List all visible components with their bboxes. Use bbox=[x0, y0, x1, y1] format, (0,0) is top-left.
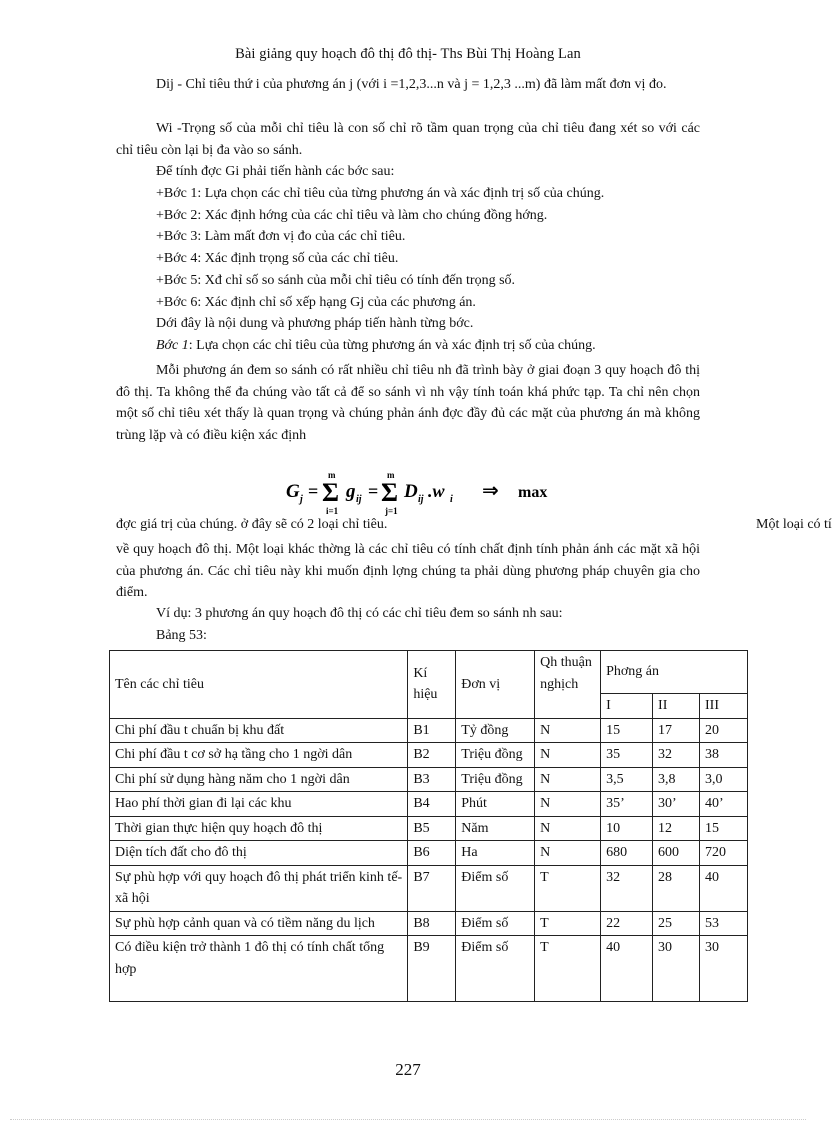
formula-eq1: = bbox=[308, 481, 319, 501]
cell-symbol: B5 bbox=[408, 816, 456, 841]
cell-plan-2: 17 bbox=[653, 718, 700, 743]
cell-symbol: B1 bbox=[408, 718, 456, 743]
table-row bbox=[110, 792, 748, 817]
header-name: Tên các chỉ tiêu bbox=[110, 651, 408, 719]
cell-direction: N bbox=[535, 718, 601, 743]
header-plan-1: I bbox=[601, 694, 653, 719]
cell-plan-2: 25 bbox=[653, 911, 700, 936]
cell-plan-1: 22 bbox=[601, 911, 653, 936]
table-row bbox=[110, 743, 748, 768]
cell-plan-2: 28 bbox=[653, 865, 700, 911]
cell-unit: Triệu đồng bbox=[456, 743, 535, 768]
paragraph-method: Dới đây là nội dung và phương pháp tiến hành từng bớc. bbox=[156, 316, 474, 331]
cell-direction: N bbox=[535, 792, 601, 817]
cell-plan-2: 12 bbox=[653, 816, 700, 841]
step-1: +Bớc 1: Lựa chọn các chỉ tiêu của từng phương án và xác định trị số của chúng. bbox=[156, 186, 605, 201]
table-caption: Bảng 53: bbox=[156, 628, 207, 643]
formula-max: max bbox=[518, 484, 548, 501]
cell-plan-1: 3,5 bbox=[601, 767, 653, 792]
formula-sum1: Σ bbox=[322, 478, 339, 507]
cell-name: Chi phí đầu t cơ sở hạ tầng cho 1 ngời dân bbox=[110, 743, 408, 768]
paragraph-types-clipped: Một loại có tí bbox=[756, 517, 832, 532]
cell-plan-1: 15 bbox=[601, 718, 653, 743]
cell-direction: T bbox=[535, 911, 601, 936]
formula-eq2: = bbox=[368, 481, 379, 501]
step1-label: Bớc 1 bbox=[156, 338, 189, 353]
formula-arrow: ⇒ bbox=[482, 478, 499, 502]
formula-g2-sub: ij bbox=[356, 494, 362, 505]
page-bottom-rule bbox=[10, 1119, 806, 1120]
cell-plan-2: 32 bbox=[653, 743, 700, 768]
cell-name: Diện tích đất cho đô thị bbox=[110, 841, 408, 866]
formula-d-sub: ij bbox=[418, 494, 424, 505]
table-row bbox=[110, 767, 748, 792]
cell-plan-1: 10 bbox=[601, 816, 653, 841]
paragraph-step1-heading bbox=[156, 338, 596, 354]
cell-name: Chi phí đầu t chuẩn bị khu đất bbox=[110, 718, 408, 743]
table-row bbox=[110, 841, 748, 866]
cell-name: Thời gian thực hiện quy hoạch đô thị bbox=[110, 816, 408, 841]
cell-symbol: B4 bbox=[408, 792, 456, 817]
step-5: +Bớc 5: Xđ chỉ số so sánh của mỗi chỉ tiêu có tính đến trọng số. bbox=[156, 273, 516, 288]
page-header: Bài giảng quy hoạch đô thị đô thị- Ths Bùi Thị Hoàng Lan bbox=[235, 46, 581, 62]
cell-symbol: B9 bbox=[408, 936, 456, 1002]
paragraph-criteria: Mỗi phương án đem so sánh có rất nhiều chỉ tiêu nh đã trình bày ở giai đoạn 3 quy hoạch đô thị đô thị. Ta không thể đa chúng vào tất cả để so sánh vì nh vậy tính toán khá phức tạp. Ta chỉ nên chọn một số chỉ tiêu xét thấy là quan trọng và chúng phản ánh đợc đầy đủ các mặt của phương án mà không trùng lặp và có điều kiện xác định bbox=[116, 363, 700, 443]
cell-plan-3: 30 bbox=[700, 936, 748, 1002]
formula-sum1-bottom: i=1 bbox=[326, 506, 339, 516]
formula-svg bbox=[286, 470, 566, 514]
cell-symbol: B2 bbox=[408, 743, 456, 768]
table-row bbox=[110, 936, 748, 1002]
cell-name: Có điều kiện trở thành 1 đô thị có tính chất tổng hợp bbox=[110, 936, 408, 1002]
paragraph-types-first: đợc giá trị của chúng. ở đây sẽ có 2 loại chỉ tiêu. bbox=[116, 517, 388, 532]
table-header-row bbox=[110, 651, 748, 694]
formula-w: .w bbox=[428, 481, 445, 501]
cell-plan-2: 30 bbox=[653, 936, 700, 1002]
header-plan-2: II bbox=[653, 694, 700, 719]
cell-direction: N bbox=[535, 743, 601, 768]
cell-unit: Điểm số bbox=[456, 936, 535, 1002]
cell-plan-2: 3,8 bbox=[653, 767, 700, 792]
formula-d: D bbox=[404, 481, 418, 502]
formula-g-sub: j bbox=[300, 494, 303, 505]
cell-unit: Phút bbox=[456, 792, 535, 817]
criteria-table bbox=[109, 650, 748, 1002]
formula-sum2-top: m bbox=[387, 470, 395, 480]
step-6: +Bớc 6: Xác định chỉ số xếp hạng Gj của các phương án. bbox=[156, 295, 476, 310]
table-row bbox=[110, 865, 748, 911]
cell-plan-1: 32 bbox=[601, 865, 653, 911]
cell-plan-3: 15 bbox=[700, 816, 748, 841]
cell-unit: Tỷ đồng bbox=[456, 718, 535, 743]
cell-direction: T bbox=[535, 865, 601, 911]
cell-plan-2: 30’ bbox=[653, 792, 700, 817]
formula-sum2-bottom: j=1 bbox=[385, 506, 398, 516]
paragraph-types-rest: về quy hoạch đô thị. Một loại khác thờng là các chỉ tiêu có tính chất định tính phản ánh các mặt xã hội của phương án. Các chỉ tiêu này khi muốn định lợng chúng ta phải dùng phương pháp chuyên gia cho điểm. bbox=[116, 542, 700, 600]
cell-unit: Năm bbox=[456, 816, 535, 841]
formula-g: G bbox=[286, 481, 300, 502]
cell-plan-3: 720 bbox=[700, 841, 748, 866]
cell-direction: N bbox=[535, 841, 601, 866]
table-row bbox=[110, 816, 748, 841]
cell-name: Hao phí thời gian đi lại các khu bbox=[110, 792, 408, 817]
header-plan-3: III bbox=[700, 694, 748, 719]
paragraph-dij: Dij - Chỉ tiêu thứ i của phương án j (với i =1,2,3...n và j = 1,2,3 ...m) đã làm mất đơn vị đo. bbox=[156, 77, 667, 92]
cell-symbol: B6 bbox=[408, 841, 456, 866]
cell-name: Sự phù hợp với quy hoạch đô thị phát triển kinh tế-xã hội bbox=[110, 865, 408, 911]
cell-plan-1: 35 bbox=[601, 743, 653, 768]
paragraph-steps-intro: Để tính đợc Gi phải tiến hành các bớc sau: bbox=[156, 164, 395, 179]
cell-direction: N bbox=[535, 816, 601, 841]
cell-direction: N bbox=[535, 767, 601, 792]
cell-unit: Ha bbox=[456, 841, 535, 866]
cell-unit: Triệu đồng bbox=[456, 767, 535, 792]
cell-plan-1: 35’ bbox=[601, 792, 653, 817]
cell-plan-3: 3,0 bbox=[700, 767, 748, 792]
cell-plan-1: 40 bbox=[601, 936, 653, 1002]
cell-symbol: B7 bbox=[408, 865, 456, 911]
header-direction: Qh thuận nghịch bbox=[535, 651, 601, 719]
step-3: +Bớc 3: Làm mất đơn vị đo của các chỉ tiêu. bbox=[156, 229, 406, 244]
formula-sum1-top: m bbox=[328, 470, 336, 480]
header-symbol: Kí hiệu bbox=[408, 651, 456, 719]
step-4: +Bớc 4: Xác định trọng số của các chỉ tiêu. bbox=[156, 251, 399, 266]
cell-plan-1: 680 bbox=[601, 841, 653, 866]
cell-plan-3: 40’ bbox=[700, 792, 748, 817]
cell-plan-3: 53 bbox=[700, 911, 748, 936]
page-number: 227 bbox=[395, 1060, 421, 1079]
paragraph-example: Ví dụ: 3 phương án quy hoạch đô thị có các chỉ tiêu đem so sánh nh sau: bbox=[156, 606, 563, 621]
cell-name: Sự phù hợp cảnh quan và có tiềm năng du lịch bbox=[110, 911, 408, 936]
ranking-formula bbox=[286, 470, 566, 514]
step1-text: : Lựa chọn các chỉ tiêu của từng phương án và xác định trị số của chúng. bbox=[188, 338, 596, 353]
cell-plan-3: 38 bbox=[700, 743, 748, 768]
header-plans: Phơng án bbox=[601, 651, 748, 694]
cell-symbol: B3 bbox=[408, 767, 456, 792]
table-row bbox=[110, 718, 748, 743]
cell-plan-2: 600 bbox=[653, 841, 700, 866]
cell-plan-3: 20 bbox=[700, 718, 748, 743]
cell-symbol: B8 bbox=[408, 911, 456, 936]
paragraph-wi: Wi -Trọng số của mỗi chỉ tiêu là con số chỉ rõ tầm quan trọng của chỉ tiêu đang xét so với các chỉ tiêu còn lại bị đa vào so sánh. bbox=[116, 121, 700, 158]
cell-name: Chi phí sử dụng hàng năm cho 1 ngời dân bbox=[110, 767, 408, 792]
cell-unit: Điểm số bbox=[456, 911, 535, 936]
formula-g2: g bbox=[346, 481, 356, 502]
cell-direction: T bbox=[535, 936, 601, 1002]
table-row bbox=[110, 911, 748, 936]
formula-sum2: Σ bbox=[381, 478, 398, 507]
cell-plan-3: 40 bbox=[700, 865, 748, 911]
step-2: +Bớc 2: Xác định hớng của các chỉ tiêu và làm cho chúng đồng hớng. bbox=[156, 208, 548, 223]
cell-unit: Điểm số bbox=[456, 865, 535, 911]
formula-w-sub: i bbox=[450, 494, 453, 505]
header-unit: Đơn vị bbox=[456, 651, 535, 719]
